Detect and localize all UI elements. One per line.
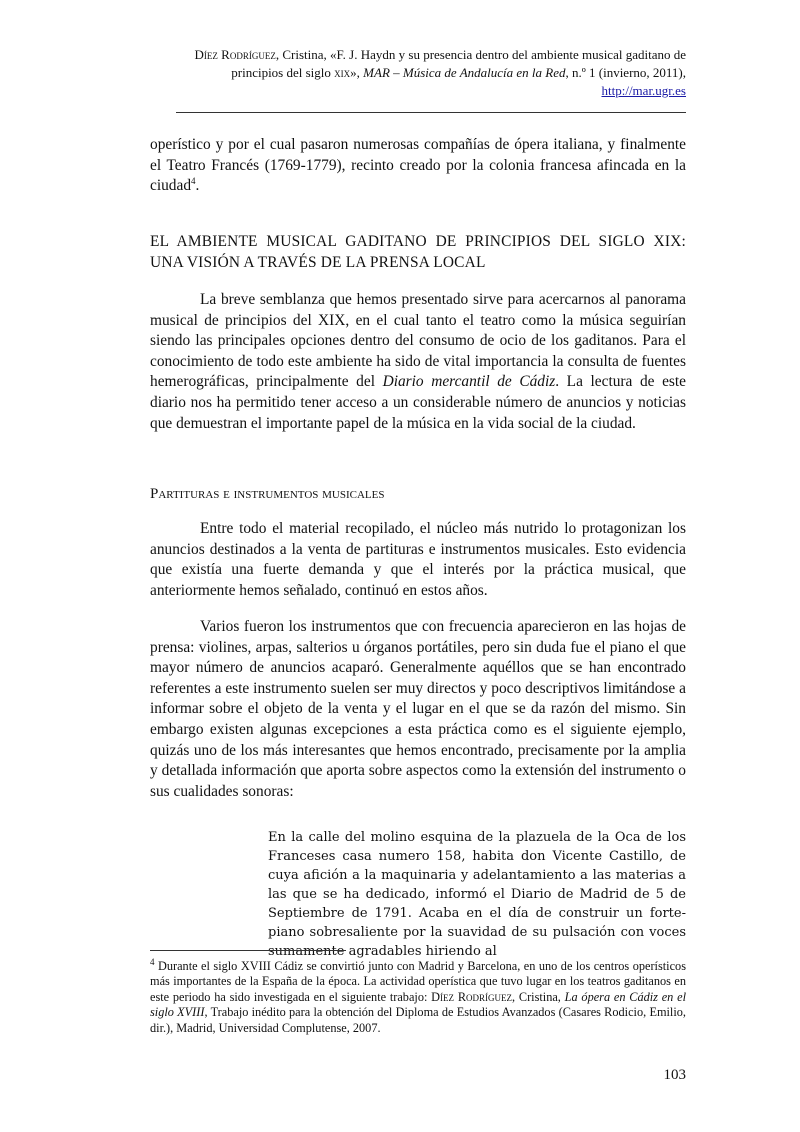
footnote-number: 4 [150,956,155,967]
header-journal: MAR – Música de Andalucía en la Red [363,65,566,80]
footnote-text-b: Cádiz se convirtió junto con Madrid y Barcelona, en uno de los centros operísticos más importantes de la España de la época. La actividad operística que tuvo lugar en los teatros gaditanos en este periodo ha sido investigada en el siguiente trabajo: [150,959,686,1004]
paragraph-2-century: XIX [318,311,346,329]
footnote-divider [150,950,346,951]
header-title-line1: , Cristina, «F. J. Haydn y su presencia dentro del ambiente musical gaditano de [275,47,686,62]
footnote-text-a: Durante el siglo [154,959,241,973]
footnote-4 [150,956,686,1036]
footnote-text-d: , Trabajo inédito para la obtención del Diploma de Estudios Avanzados (Casares Rodicio, Emilio, dir.), Madrid, Universidad Complutense, 2007. [150,1005,686,1035]
paragraph-semblanza [150,290,686,434]
header-issue: , n.º 1 (invierno, 2011), [565,65,686,80]
paragraph-1-end: . [195,177,200,195]
paragraph-1-text: operístico y por el cual pasaron numerosas compañías de ópera italiana, y finalmente el Teatro Francés (1769-1779), recinto creado por la colonia francesa afincada en la ciudad [150,136,686,195]
paragraph-material: Entre todo el material recopilado, el núcleo más nutrido lo protagonizan los anuncios destinados a la venta de partituras e instrumentos musicales. Esto evidencia que existía una fuerte demanda y que el interés por la práctica musical, que anteriormente hemos señalado, continuó en estos años. [150,520,686,599]
running-header [150,46,686,100]
footnote-author: Díez Rodríguez [431,989,513,1004]
paragraph-2-text-c: . La lectura de este diario nos ha permitido tener acceso a un considerable número de anuncios y noticias que demuestran el importante papel de la música en la vida social de la ciudad. [150,373,686,432]
footnote-text-c: , Cristina, [512,989,565,1004]
paragraph-instrumentos: Varios fueron los instrumentos que con frecuencia aparecieron en las hojas de prensa: violines, arpas, salterios u órganos portátiles, pero sin duda fue el piano el que mayor número de anuncios acaparó. Generalmente aquéllos que se han encontrado referentes a este instrumento suelen ser muy directos y poco descriptivos limitándose a informar sobre el objeto de la venta y el lugar en el que se da razón del mismo. Sin embargo existen algunas excepciones a esta práctica como es el siguiente ejemplo, quizás uno de los más interesantes que hemos encontrado, precisamente por la amplia y detallada información que aporta sobre aspectos como la extensión del instrumento o sus cualidades sonoras: [150,618,686,800]
header-author: Díez Rodríguez [194,47,276,62]
header-century: xix [334,65,351,80]
section-heading-ambiente: EL AMBIENTE MUSICAL GADITANO DE PRINCIPIOS DEL SIGLO XIX: UNA VISIÓN A TRAVÉS DE LA PRENSA LOCAL [150,233,686,271]
header-url-link[interactable]: http://mar.ugr.es [601,83,686,98]
paragraph-2-text-b: , en el cual tanto el teatro como la música seguirían siendo las principales opciones dentro del consumo de ocio de los gaditanos. Para el conocimiento de todo este ambiente ha sido de vital importancia la consulta de fuentes hemerográficas, principalmente del [150,311,686,391]
footnote-century: XVIII [240,959,271,973]
footnote-work-title: La ópera en Cádiz en el siglo XVIII [150,989,686,1020]
paragraph-continuation [150,135,686,197]
header-title-close: », [350,65,364,80]
page-number: 103 [663,1067,686,1083]
paragraph-2-diario-title: Diario mercantil de Cádiz [382,373,556,391]
header-title-line2: principios del siglo [231,65,335,80]
subsection-heading-partituras: Partituras e instrumentos musicales [150,486,385,502]
header-divider [176,112,686,113]
block-quote: En la calle del molino esquina de la plazuela de la Oca de los Franceses casa numero 158, habita don Vicente Castillo, de cuya afición a la maquinaria y adelantamiento a las materias a las que se ha dedicado, informó el Diario de Madrid de 5 de Septiembre de 1791. Acaba en el día de construir un forte-piano sobresaliente por la suavidad de su pulsación con voces sumamente agradables hiriendo al [268,830,686,959]
footnote-ref-4[interactable]: 4 [191,176,196,187]
paragraph-2-text-a: La breve semblanza que hemos presentado sirve para acercarnos al panorama musical de principios del [150,291,686,329]
